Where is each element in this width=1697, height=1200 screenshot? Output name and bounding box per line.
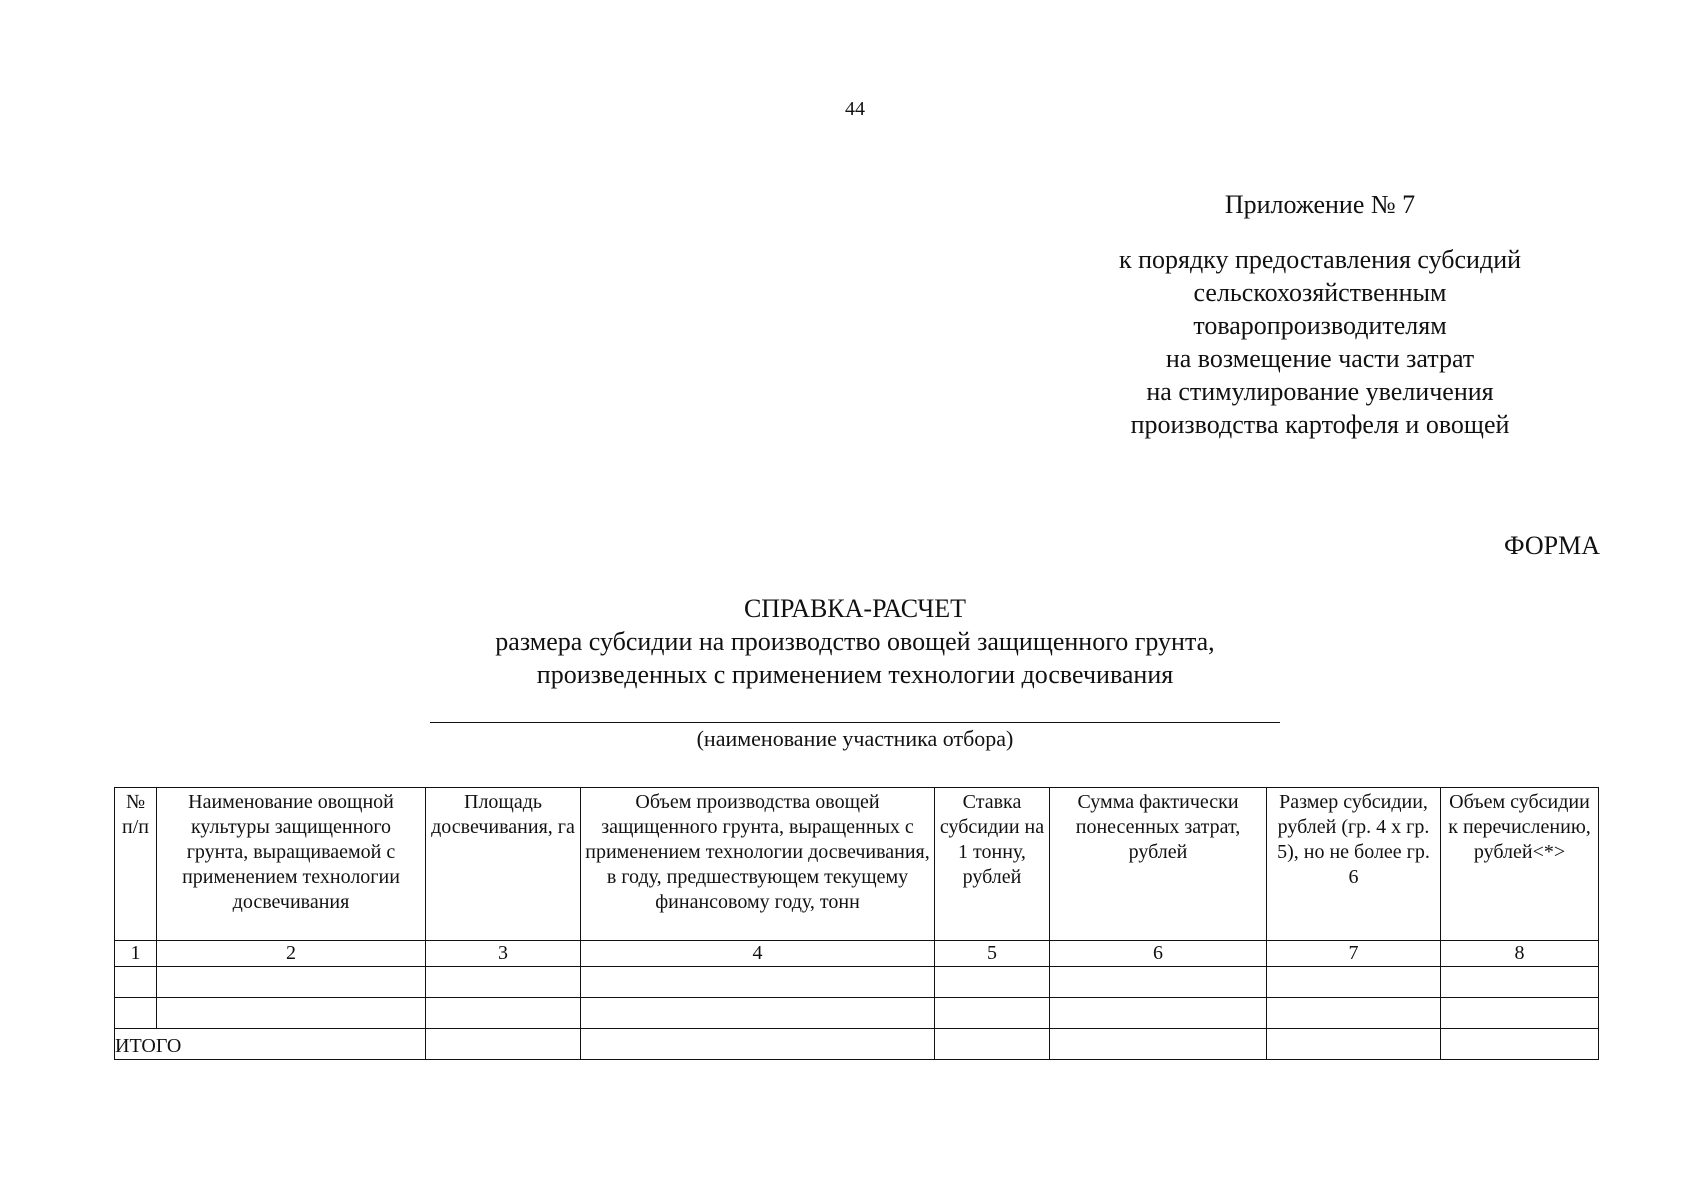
- appendix-line: производства картофеля и овощей: [1130, 410, 1510, 439]
- table-cell[interactable]: [157, 998, 426, 1029]
- table-cell[interactable]: [1267, 998, 1441, 1029]
- column-number: 5: [935, 941, 1050, 967]
- table-cell[interactable]: [935, 998, 1050, 1029]
- table-header-row: [115, 788, 1599, 941]
- appendix-line: сельскохозяйственным: [1193, 278, 1447, 307]
- column-header: Наименование овощной культуры защищенного грунта, выращиваемой с применением технологии досвечивания: [157, 788, 426, 941]
- column-header: Объем производства овощей защищенного грунта, выращенных с применением технологии досвечивания, в году, предшествующем текущему финансовому году, тонн: [581, 788, 935, 941]
- column-header: Объем субсидии к перечислению, рублей<*>: [1441, 788, 1599, 941]
- column-number: 6: [1050, 941, 1267, 967]
- column-number: 2: [157, 941, 426, 967]
- table-cell[interactable]: [935, 1029, 1050, 1060]
- column-number: 3: [426, 941, 581, 967]
- table-cell[interactable]: [115, 998, 157, 1029]
- column-header: Площадь досвечивания, га: [426, 788, 581, 941]
- table-cell[interactable]: [1441, 967, 1599, 998]
- document-title-line: произведенных с применением технологии досвечивания: [536, 660, 1174, 689]
- participant-name-line: [430, 722, 1280, 723]
- table-cell[interactable]: [1050, 967, 1267, 998]
- column-number-row: [115, 941, 1599, 967]
- page-number: 44: [845, 98, 865, 120]
- table-cell[interactable]: [1441, 1029, 1599, 1060]
- table-cell[interactable]: [426, 998, 581, 1029]
- document-title: [0, 592, 1697, 691]
- column-number: 7: [1267, 941, 1441, 967]
- table-cell[interactable]: [426, 1029, 581, 1060]
- table-cell[interactable]: [935, 967, 1050, 998]
- appendix-title: Приложение № 7: [1224, 190, 1416, 219]
- table-cell[interactable]: [426, 967, 581, 998]
- column-number: 1: [115, 941, 157, 967]
- participant-caption: (наименование участника отбора): [696, 726, 1014, 751]
- table-cell[interactable]: [1267, 967, 1441, 998]
- calculation-table: [114, 787, 1599, 1060]
- column-number: 8: [1441, 941, 1599, 967]
- table-cell[interactable]: [1267, 1029, 1441, 1060]
- total-row: [115, 1029, 1599, 1060]
- appendix-line: товаропроизводителям: [1193, 311, 1447, 340]
- table-row: [115, 998, 1599, 1029]
- table-cell[interactable]: [1050, 998, 1267, 1029]
- column-header: Размер субсидии, рублей (гр. 4 x гр. 5), но не более гр. 6: [1267, 788, 1441, 941]
- appendix-line: к порядку предоставления субсидий: [1118, 245, 1522, 274]
- appendix-block: [1040, 188, 1600, 441]
- table-cell[interactable]: [581, 1029, 935, 1060]
- total-label: ИТОГО: [115, 1029, 426, 1060]
- column-header: № п/п: [115, 788, 157, 941]
- document-title-main: СПРАВКА-РАСЧЕТ: [743, 594, 967, 623]
- column-header: Ставка субсидии на 1 тонну, рублей: [935, 788, 1050, 941]
- table-cell[interactable]: [115, 967, 157, 998]
- column-header: Сумма фактически понесенных затрат, рублей: [1050, 788, 1267, 941]
- table-cell[interactable]: [581, 998, 935, 1029]
- appendix-line: на возмещение части затрат: [1165, 344, 1475, 373]
- table-cell[interactable]: [1050, 1029, 1267, 1060]
- table-cell[interactable]: [157, 967, 426, 998]
- appendix-line: на стимулирование увеличения: [1146, 377, 1494, 406]
- table-cell[interactable]: [581, 967, 935, 998]
- column-number: 4: [581, 941, 935, 967]
- form-label: ФОРМА: [1504, 531, 1600, 560]
- table-cell[interactable]: [1441, 998, 1599, 1029]
- table-row: [115, 967, 1599, 998]
- document-title-line: размера субсидии на производство овощей защищенного грунта,: [495, 627, 1215, 656]
